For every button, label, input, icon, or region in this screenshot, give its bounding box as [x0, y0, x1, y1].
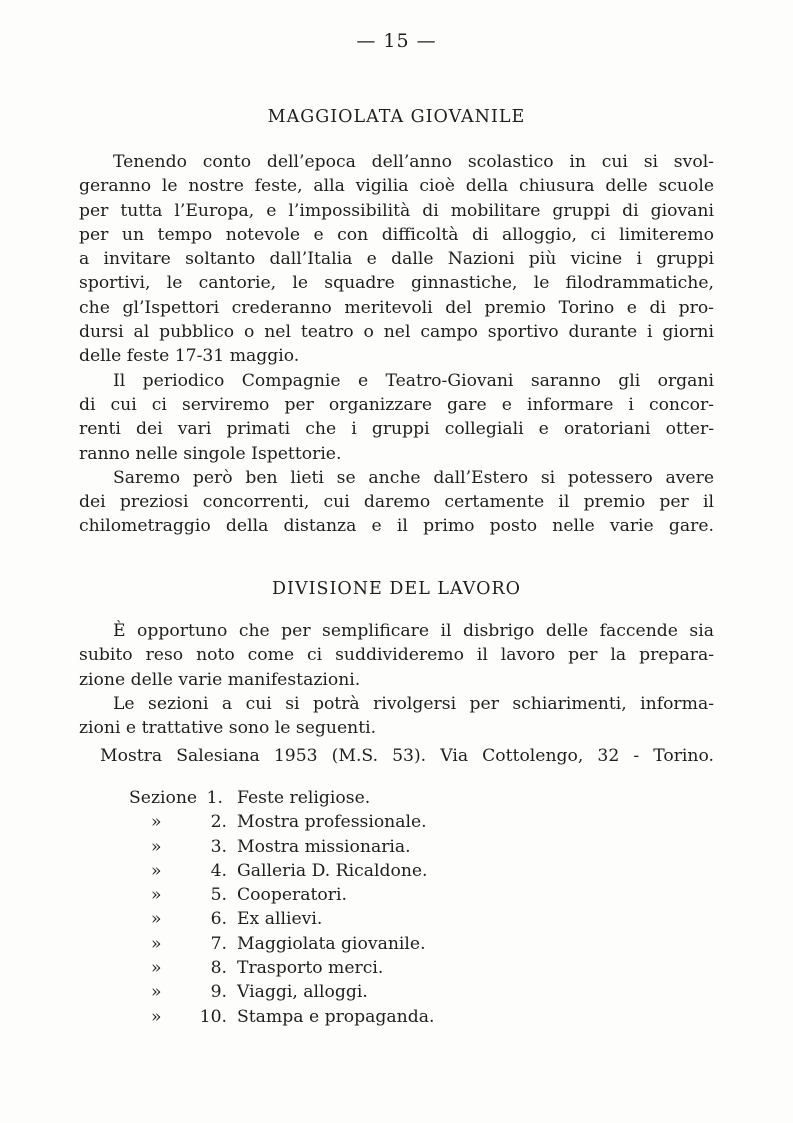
section-list-item — [129, 835, 549, 859]
section-name: Maggiolata giovanile. — [237, 933, 426, 954]
mostra-address-line: Mostra Salesiana 1953 (M.S. 53). Via Cottolengo, 32 - Torino. — [100, 746, 714, 766]
section-list-item — [129, 883, 549, 907]
section-list-item — [129, 907, 549, 931]
text-line: zione delle varie manifestazioni. — [79, 669, 361, 690]
section-name: Stampa e propaganda. — [237, 1006, 435, 1027]
section-number: 7. — [210, 933, 227, 954]
section-number: 10. — [199, 1006, 227, 1027]
text-line: dei preziosi concorrenti, cui daremo certamente il premio per il — [79, 492, 714, 513]
page-number: — 15 — — [356, 30, 437, 52]
ditto-mark: » — [151, 885, 162, 906]
text-line: per un tempo notevole e con difficoltà di alloggio, ci limiteremo — [79, 224, 714, 245]
section-name: Viaggi, alloggi. — [237, 982, 368, 1003]
section-name: Cooperatori. — [237, 885, 347, 906]
section-number: 8. — [210, 958, 227, 979]
section-name: Mostra professionale. — [237, 812, 427, 833]
section-list-item — [129, 980, 549, 1004]
section-list-item — [129, 932, 549, 956]
text-line: che gl’Ispettori crederanno meritevoli del premio Torino e di pro- — [79, 297, 714, 318]
text-line: renti dei vari primati che i gruppi collegiali e oratoriani otter- — [79, 419, 714, 440]
text-line: a invitare soltanto dall’Italia e dalle Nazioni più vicine i gruppi — [79, 249, 714, 270]
section-number: 3. — [210, 836, 227, 857]
section-number: 4. — [210, 860, 227, 881]
ditto-mark: » — [151, 836, 162, 857]
section-name: Trasporto merci. — [237, 958, 384, 979]
ditto-mark: » — [151, 933, 162, 954]
text-line: dursi al pubblico o nel teatro o nel campo sportivo durante i giorni — [79, 322, 714, 343]
text-line: geranno le nostre feste, alla vigilia cioè della chiusura delle scuole — [79, 176, 714, 197]
sezione-label: Sezione — [129, 788, 198, 808]
section-list-item — [129, 810, 549, 834]
section-number: 2. — [210, 812, 227, 833]
section-name: Ex allievi. — [237, 909, 323, 930]
text-line: Tenendo conto dell’epoca dell’anno scolastico in cui si svol- — [113, 152, 714, 172]
text-line: sportivi, le cantorie, le squadre ginnastiche, le filodrammatiche, — [79, 273, 714, 294]
section-list-item — [129, 956, 549, 980]
section-number: 1. — [206, 788, 223, 808]
section-number: 6. — [210, 909, 227, 930]
ditto-mark: » — [151, 860, 162, 881]
text-line: subito reso noto come ci suddivideremo il lavoro per la prepara- — [79, 645, 714, 666]
section-name: Feste religiose. — [237, 788, 371, 808]
section-name: Mostra missionaria. — [237, 836, 411, 857]
ditto-mark: » — [151, 909, 162, 930]
text-line: per tutta l’Europa, e l’impossibilità di mobilitare gruppi di giovani — [79, 200, 714, 221]
section-list-item — [129, 786, 549, 810]
ditto-mark: » — [151, 958, 162, 979]
text-line: Il periodico Compagnie e Teatro-Giovani saranno gli organi — [113, 370, 714, 391]
section-list-item — [129, 859, 549, 883]
paragraph-divisione — [79, 619, 714, 740]
ditto-mark: » — [151, 982, 162, 1003]
section-number: 5. — [210, 885, 227, 906]
text-line: di cui ci serviremo per organizzare gare e informare i concor- — [79, 394, 714, 415]
paragraph-maggiolata — [79, 150, 714, 539]
text-line: delle feste 17-31 maggio. — [79, 346, 300, 367]
text-line: È opportuno che per semplificare il disbrigo delle faccende sia — [113, 621, 714, 641]
text-line: zioni e trattative sono le seguenti. — [79, 718, 377, 739]
section-number: 9. — [210, 982, 227, 1003]
section-title-divisione: DIVISIONE DEL LAVORO — [272, 579, 521, 599]
text-line: Saremo però ben lieti se anche dall’Estero si potessero avere — [113, 467, 714, 488]
sections-list — [129, 786, 549, 1029]
ditto-mark: » — [151, 812, 162, 833]
text-line: Le sezioni a cui si potrà rivolgersi per schiarimenti, informa- — [113, 693, 714, 714]
section-list-item — [129, 1005, 549, 1029]
section-name: Galleria D. Ricaldone. — [237, 860, 428, 881]
section-title-maggiolata: MAGGIOLATA GIOVANILE — [267, 107, 526, 127]
text-line: chilometraggio della distanza e il primo posto nelle varie gare. — [79, 516, 714, 537]
text-line: ranno nelle singole Ispettorie. — [79, 443, 342, 464]
ditto-mark: » — [151, 1006, 162, 1027]
